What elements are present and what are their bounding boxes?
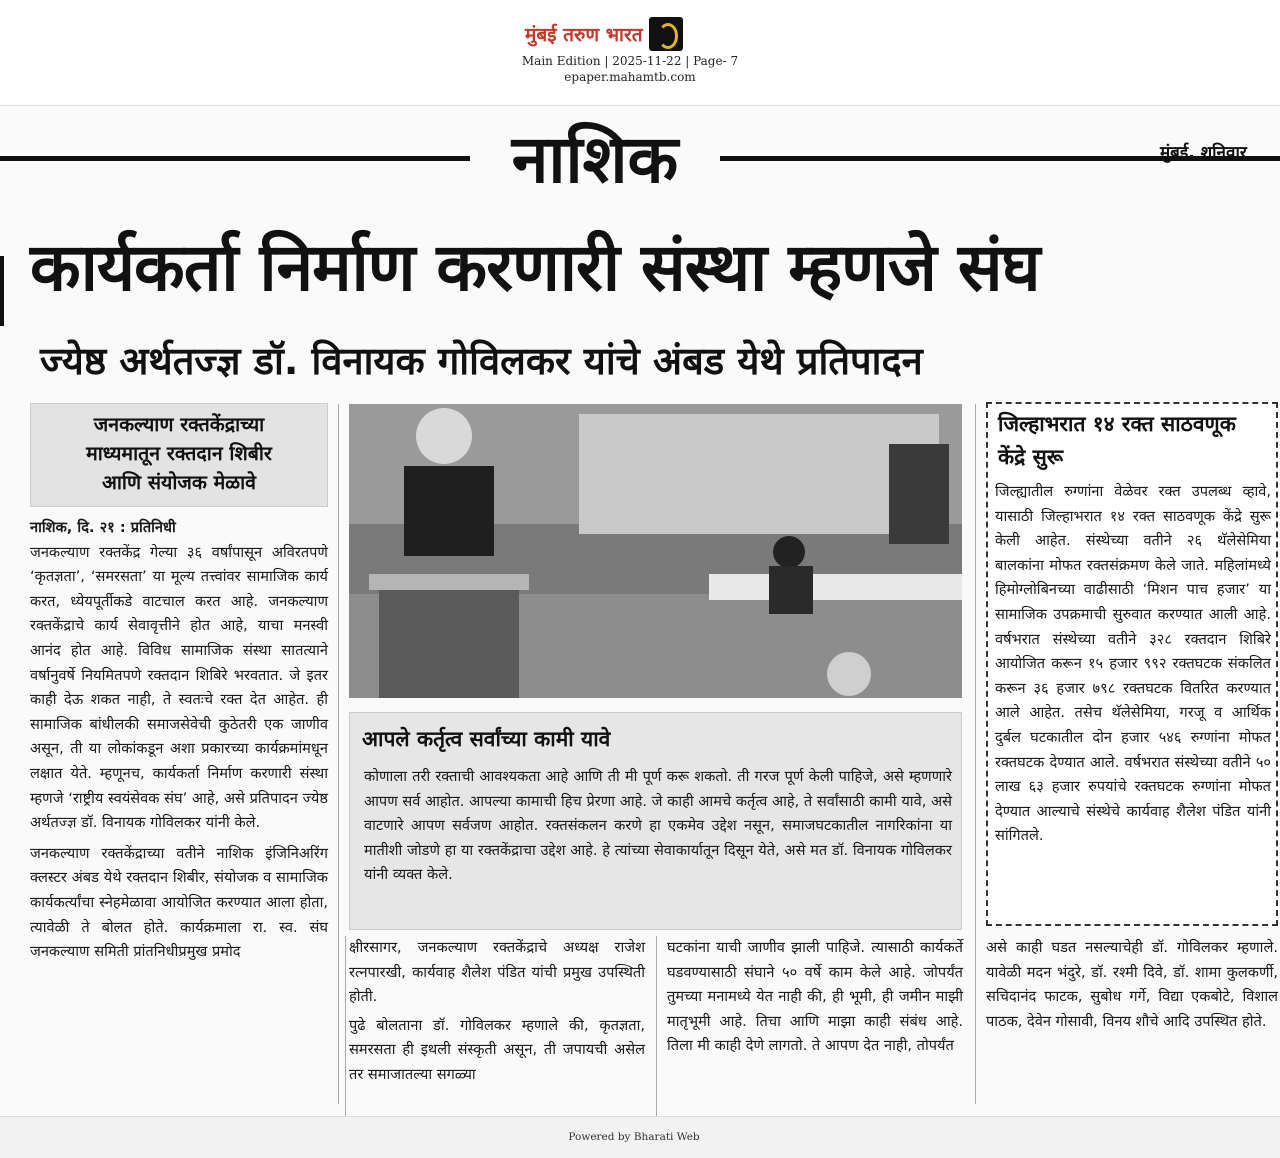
- mtb-badge-icon: [649, 17, 683, 51]
- kicker-box: [30, 403, 328, 507]
- column-divider: [338, 404, 339, 1104]
- logo-text: मुंबई तरुण भारत: [525, 24, 643, 46]
- column-divider: [975, 404, 976, 1104]
- paragraph: पुढे बोलताना डॉ. गोविलकर म्हणाले की, कृतज्ञता, समरसता ही इथली संस्कृती असून, ती जपायची असेल तर समाजातल्या सगळ्या: [349, 1016, 645, 1083]
- event-photo[interactable]: [349, 404, 962, 698]
- sidebar-box: [986, 402, 1278, 926]
- newspaper-page: [0, 105, 1280, 1115]
- newspaper-logo[interactable]: [525, 14, 683, 54]
- kicker-line: जनकल्याण रक्तकेंद्राच्या: [93, 413, 265, 436]
- quote-box: [349, 712, 962, 930]
- quote-body: कोणाला तरी रक्ताची आवश्यकता आहे आणि ती मी पूर्ण करू शकतो. ती गरज पूर्ण केली पाहिजे, असे म्हणणारे आपण सर्व आहोत. आपल्या कामाची हिच प्रेरणा आहे. जे काही आमचे कर्तृत्व आहे, ते सर्वांसाठी कामी यावे, असे वाटणारे आपण सर्वजण आहोत. रक्तसंकलन करणे हा एकमेव उद्देश नसून, समाजघटकातील नागरिकांना या मातीशी जोडणे हा या रक्तकेंद्राचा उद्देश आहे. हे त्यांच्या सेवाकार्यातून दिसून येते, असे मत डॉ. विनायक गोविलकर यांनी व्यक्त केले.: [364, 768, 952, 884]
- masthead: [0, 0, 1280, 105]
- article-column-2: [349, 936, 645, 1116]
- article-column-3: [667, 936, 963, 1116]
- dateline: मुंबई, शनिवार: [1160, 143, 1247, 163]
- epaper-url[interactable]: epaper.mahamtb.com: [564, 70, 696, 84]
- event-photo-illustration: [349, 404, 962, 698]
- sidebar-body: जिल्ह्यातील रुग्णांना वेळेवर रक्त उपलब्ध व्हावे, यासाठी जिल्हाभरात १४ रक्त साठवणूक केंद्रे सुरू केली आहेत. संस्थेच्या वतीने २६ थॅलेसेमिया बालकांना मोफत रक्तसंक्रमण केले जाते. महिलांमध्ये हिमोग्लोबिनच्या वाढीसाठी ‘मिशन पाच हजार’ या सामाजिक उपक्रमाची सुरुवात करण्यात आली आहे. वर्षभरात संस्थेच्या वतीने ३२८ रक्तदान शिबिरे आयोजित करून १५ हजार ९९२ रक्तघटक संकलित करून ३६ हजार ७९८ रक्तघटक वितरित करण्यात आले आहेत. तसेच थॅलेसेमिया, गरजू व आर्थिक दुर्बल घटकातील दोन हजार ५४६ रुग्णांना मोफत रक्तघटक देण्यात आले. वर्षभरात संस्थेच्या वतीने ५० लाख ६३ हजार रुपयांचे रक्तघटक रुग्णांना मोफत देण्यात आल्याचे संस्थेचे कार्यवाह शैलेश पंडित यांनी सांगितले.: [995, 483, 1271, 845]
- column-divider: [345, 936, 346, 1116]
- article-column-4: [986, 936, 1278, 1116]
- powered-by[interactable]: Powered by Bharati Web: [568, 1131, 700, 1143]
- paragraph: जनकल्याण रक्तकेंद्राच्या वतीने नाशिक इंजिनिअरिंग क्लस्टर अंबड येथे रक्तदान शिबीर, संयोजक व सामाजिक कार्यकर्त्यांचा स्नेहमेळावा आयोजित करण्यात आला होता, त्यावेळी ते बोलत होते. कार्यक्रमाला रा. स्व. संघ जनकल्याण समिती प्रांतनिधीप्रमुख प्रमोद: [30, 844, 328, 961]
- article-headline: कार्यकर्ता निर्माण करणारी संस्था म्हणजे संघ: [30, 229, 1040, 306]
- paragraph: क्षीरसागर, जनकल्याण रक्तकेंद्राचे अध्यक्ष राजेश रत्नपारखी, कार्यवाह शैलेश पंडित यांची प्रमुख उपस्थिती होती.: [349, 939, 645, 1006]
- byline: नाशिक, दि. २१ : प्रतिनिधी: [30, 519, 176, 536]
- footer: [0, 1116, 1280, 1158]
- paragraph: जनकल्याण रक्तकेंद्र गेल्या ३६ वर्षांपासून अविरतपणे ‘कृतज्ञता’, ‘समरसता’ या मूल्य तत्त्वांवर सामाजिक कार्य करत, ध्येयपूर्तीकडे वाटचाल करत आहे. जनकल्याण रक्तकेंद्राचे कार्य सेवावृत्तीने होत आहे, याचा मनस्वी आनंद होत आहे. विविध सामाजिक संस्था सातत्याने वर्षानुवर्षे नियमितपणे रक्तदान शिबिरे भरवतात. जे इतर काही देऊ शकत नाही, ते स्वतःचे रक्त देत आहेत. ही सामाजिक बांधीलकी समाजसेवेची कुठेतरी एक जाणीव असून, ती या लोकांकडून अशा प्रकारच्या कार्यक्रमांमधून लक्षात येते. म्हणूनच, कार्यकर्ता निर्माण करणारी संस्था म्हणजे ‘राष्ट्रीय स्वयंसेवक संघ’ आहे, असे प्रतिपादन ज्येष्ठ अर्थतज्ज्ञ डॉ. विनायक गोविलकर यांनी केले.: [30, 543, 328, 832]
- edition-line: Main Edition | 2025-11-22 | Page- 7: [521, 54, 739, 68]
- article-column-1: [30, 516, 328, 1116]
- article-subheadline: ज्येष्ठ अर्थतज्ज्ञ डॉ. विनायक गोविलकर यांचे अंबड येथे प्रतिपादन: [40, 339, 923, 383]
- column-divider: [656, 936, 657, 1116]
- paragraph: असे काही घडत नसल्याचेही डॉ. गोविलकर म्हणाले. यावेळी मदन भंदुरे, डॉ. रश्मी दिवे, डॉ. शामा कुलकर्णी, सचिदानंद फाटक, सुबोध गर्गे, विद्या एकबोटे, विशाल पाठक, देवेन गोसावी, विनय शौचे आदि उपस्थित होते.: [986, 939, 1278, 1030]
- left-margin-rule: [0, 256, 4, 326]
- sidebar-title: जिल्हाभरात १४ रक्त साठवणूक केंद्रे सुरू: [998, 412, 1236, 469]
- paragraph: घटकांना याची जाणीव झाली पाहिजे. त्यासाठी कार्यकर्ते घडवण्यासाठी संघाने ५० वर्षे काम केले आहे. जोपर्यंत तुमच्या मनामध्ये येत नाही की, ही भूमी, ही जमीन माझी मातृभूमी आहे. तिचा आणि माझा काही संबंध आहे. तिला मी काही देणे लागतो. ते आपण देत नाही, तोपर्यंत: [667, 939, 963, 1055]
- quote-title: आपले कर्तृत्व सर्वांच्या कामी यावे: [362, 727, 611, 751]
- kicker-line: आणि संयोजक मेळावे: [101, 471, 257, 494]
- section-label: नाशिक: [470, 116, 720, 204]
- kicker-line: माध्यमातून रक्तदान शिबीर: [86, 442, 272, 465]
